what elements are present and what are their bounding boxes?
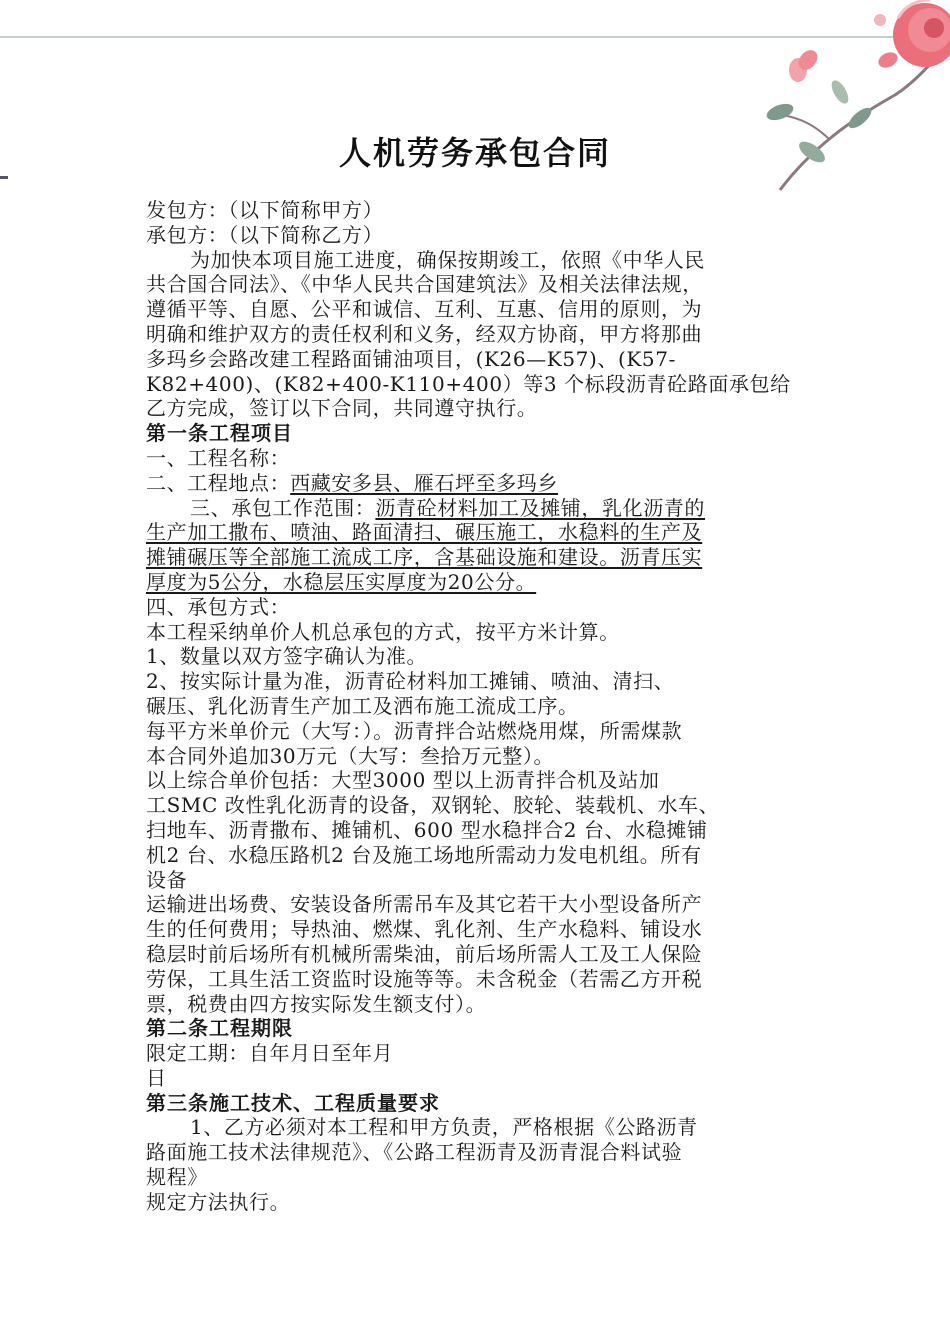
inclusion-line: 生的任何费用；导热油、燃煤、乳化剂、生产水稳料、铺设水 <box>146 917 703 942</box>
location-value: 西藏安多县、雁石坪至多玛乡 <box>290 470 559 495</box>
method-line: 2、按实际计量为准，沥青砼材料加工摊铺、喷油、清扫、 <box>146 669 675 694</box>
scope-line: 厚度为5公分，水稳层压实厚度为20公分。 <box>146 569 537 594</box>
inclusion-line: 工SMC 改性乳化沥青的设备，双钢轮、胶轮、装载机、水车、 <box>146 793 720 818</box>
inclusion-line: 劳保，工具生活工资监时设施等等。未含税金（若需乙方开税 <box>146 966 703 991</box>
contract-method-heading: 四、承包方式： <box>146 594 291 619</box>
preamble-line: 乙方完成，签订以下合同，共同遵守执行。 <box>146 396 538 421</box>
inclusion-line: 稳层时前后场所有机械所需柴油，前后场所需人工及工人保险 <box>146 941 703 966</box>
period-line: 限定工期：自年月日至年月 <box>146 1041 394 1066</box>
scope-line: 生产加工撒布、喷油、路面清扫、碾压施工，水稳料的生产及 <box>146 520 703 545</box>
preamble-line: 遵循平等、自愿、公平和诚信、互利、互惠、信用的原则，为 <box>146 297 703 322</box>
section-heading: 第一条工程项目 <box>146 421 293 446</box>
preamble-line: 多玛乡会路改建工程路面铺油项目，(K26—K57)、(K57- <box>146 346 676 371</box>
inclusion-line: 扫地车、沥青撒布、摊铺机、600 型水稳拌合2 台、水稳摊铺 <box>146 817 708 842</box>
scope-line: 摊铺碾压等全部施工流成工序，含基础设施和建设。沥青压实 <box>146 545 703 570</box>
requirement-line: 规程》 <box>146 1165 208 1190</box>
inclusion-line: 设备 <box>146 867 188 892</box>
requirement-line: 1、乙方必须对本工程和甲方负责，严格根据《公路沥青 <box>190 1115 698 1140</box>
price-line: 本合同外追加30万元（大写：叁拾万元整）。 <box>146 743 555 768</box>
document-title: 人机劳务承包合同 <box>338 134 611 172</box>
inclusion-line: 以上综合单价包括：大型3000 型以上沥青拌合机及站加 <box>146 768 660 793</box>
party-b-line: 承包方：（以下简称乙方） <box>146 222 384 247</box>
party-a-line: 发包方：（以下简称甲方） <box>146 198 384 222</box>
requirement-line: 路面施工技术法律规范》、《公路工程沥青及沥青混合料试验 <box>146 1140 683 1165</box>
project-name-line: 一、工程名称： <box>146 445 291 470</box>
method-line: 碾压、乳化沥青生产加工及洒布施工流成工序。 <box>146 693 579 718</box>
preamble-line: 为加快本项目施工进度，确保按期竣工，依照《中华人民 <box>190 247 705 272</box>
method-line: 1、数量以双方签字确认为准。 <box>146 644 428 669</box>
margin-mark <box>0 176 8 179</box>
contract-body <box>146 198 796 1215</box>
project-location-line <box>146 471 796 496</box>
scope-line <box>146 496 796 521</box>
method-line: 本工程采纳单价人机总承包的方式，按平方米计算。 <box>146 619 620 644</box>
scope-value: 沥青砼材料加工及摊铺，乳化沥青的 <box>375 495 706 520</box>
section-heading: 第二条工程期限 <box>146 1016 293 1041</box>
section-heading: 第三条施工技术、工程质量要求 <box>146 1090 440 1115</box>
price-line: 每平方米单价元（大写：）。沥青拌合站燃烧用煤，所需煤款 <box>146 718 683 743</box>
inclusion-line: 票，税费由四方按实际发生额支付）。 <box>146 991 487 1016</box>
preamble-line: K82+400)、(K82+400-K110+400）等3 个标段沥青砼路面承包给 <box>146 371 791 396</box>
scope-label: 三、承包工作范围： <box>190 495 376 520</box>
location-label: 二、工程地点： <box>146 470 291 495</box>
period-line: 日 <box>146 1065 167 1090</box>
preamble-line: 明确和维护双方的责任权利和义务，经双方协商，甲方将那曲 <box>146 321 703 346</box>
preamble-line: 共合国合同法》、《中华人民共合国建筑法》及相关法律法规， <box>146 272 703 297</box>
requirement-line: 规定方法执行。 <box>146 1189 291 1214</box>
inclusion-line: 机2 台、水稳压路机2 台及施工场地所需动力发电机组。所有 <box>146 842 702 867</box>
inclusion-line: 运输进出场费、安装设备所需吊车及其它若干大小型设备所产 <box>146 892 703 917</box>
